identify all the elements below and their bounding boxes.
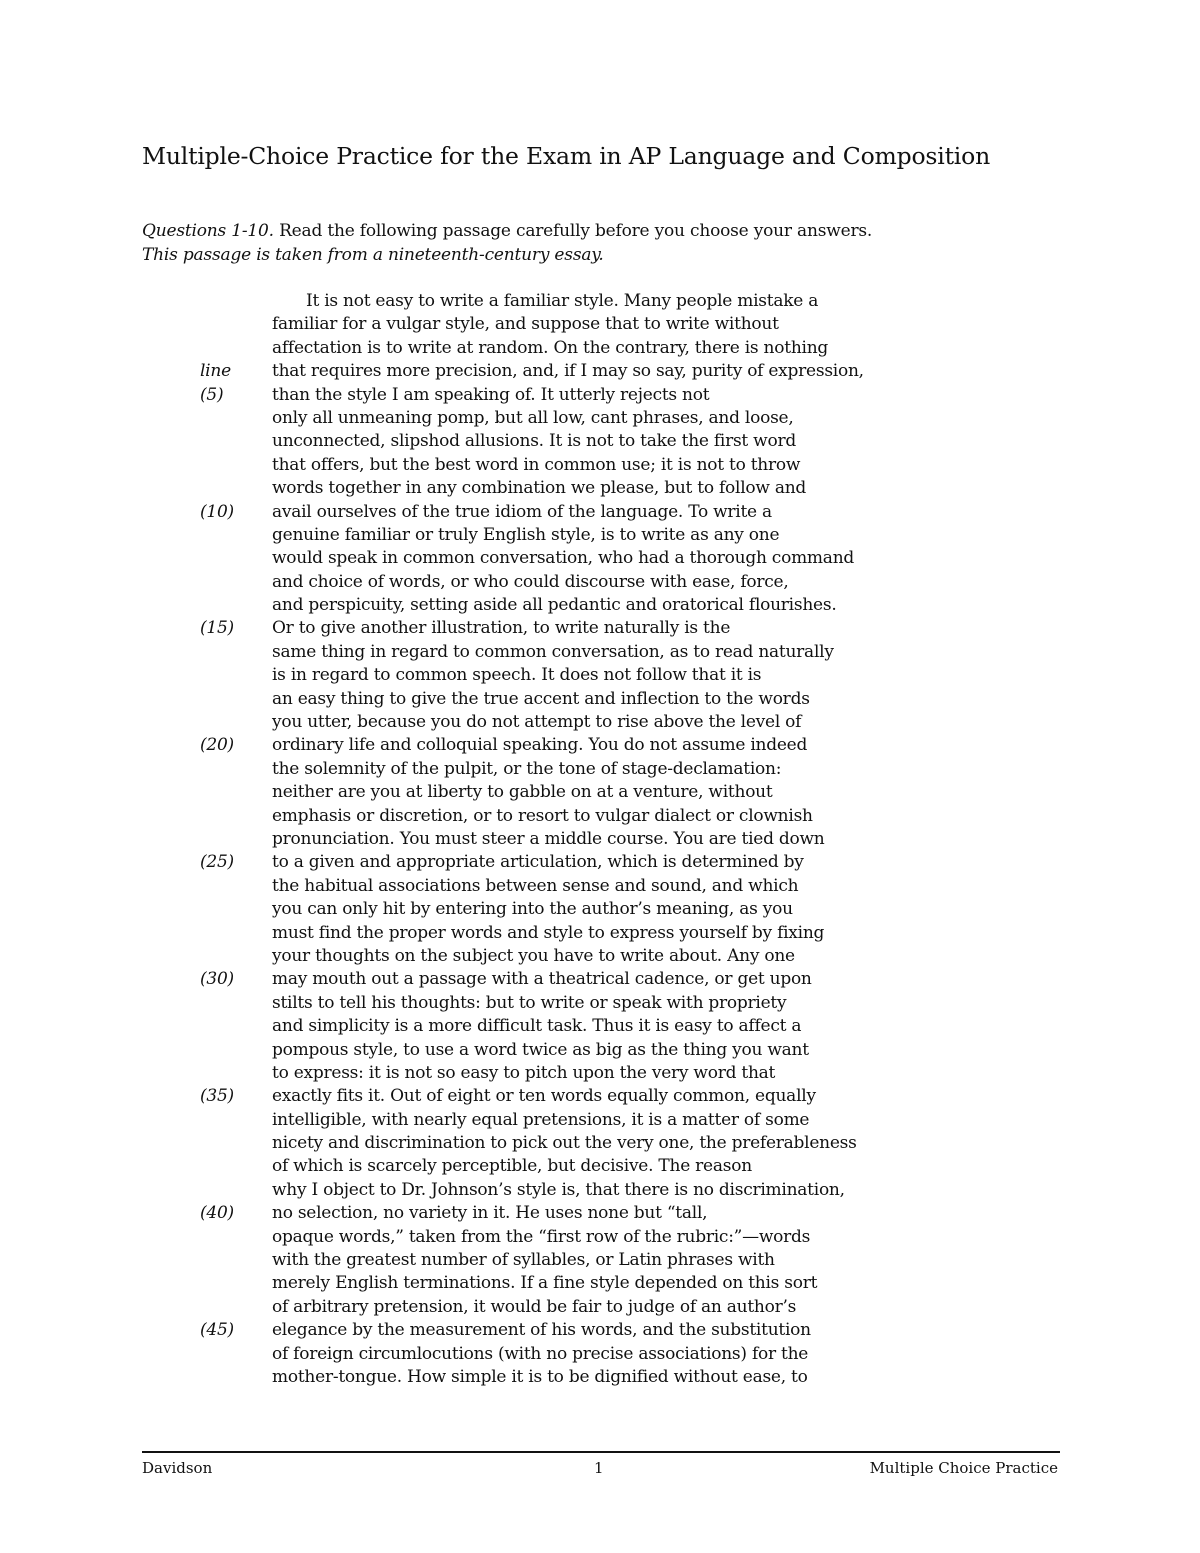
- passage-line: [200, 524, 960, 547]
- passage-line: [200, 734, 960, 757]
- passage-line-text: and simplicity is a more difficult task. Thus it is easy to affect a: [272, 1016, 802, 1037]
- passage-line-text: nicety and discrimination to pick out the very one, the preferableness: [272, 1133, 857, 1154]
- passage-line: [200, 1296, 960, 1319]
- passage-line-text: the solemnity of the pulpit, or the tone of stage-declamation:: [272, 758, 782, 779]
- line-number: line: [200, 361, 231, 382]
- line-number: (10): [200, 501, 234, 522]
- passage-line: [200, 1249, 960, 1272]
- passage-line-text: that offers, but the best word in common use; it is not to throw: [272, 454, 801, 475]
- passage-line: [200, 1132, 960, 1155]
- line-number: (20): [200, 735, 234, 756]
- passage-line-text: same thing in regard to common conversation, as to read naturally: [272, 641, 834, 662]
- passage-line-text: the habitual associations between sense and sound, and which: [272, 875, 799, 896]
- passage-line-text: mother-tongue. How simple it is to be dignified without ease, to: [272, 1366, 808, 1387]
- passage-line: [200, 664, 960, 687]
- passage-line-text: stilts to tell his thoughts: but to write or speak with propriety: [272, 992, 787, 1013]
- passage-line: [200, 758, 960, 781]
- passage-line: [200, 477, 960, 500]
- passage-line-text: you can only hit by entering into the author’s meaning, as you: [272, 899, 793, 920]
- passage-line: [200, 617, 960, 640]
- passage-line-text: elegance by the measurement of his words, and the substitution: [272, 1320, 811, 1341]
- passage-line-text: words together in any combination we please, but to follow and: [272, 478, 807, 499]
- passage-line: [200, 1062, 960, 1085]
- passage-line-text: affectation is to write at random. On the contrary, there is nothing: [272, 337, 829, 358]
- passage-line-text: pronunciation. You must steer a middle course. You are tied down: [272, 828, 825, 849]
- passage-line: [200, 290, 960, 313]
- passage-line-text: merely English terminations. If a fine style depended on this sort: [272, 1273, 818, 1294]
- line-number: (40): [200, 1203, 234, 1224]
- passage-line-text: your thoughts on the subject you have to write about. Any one: [272, 945, 795, 966]
- passage-line: [200, 1343, 960, 1366]
- passage-line-text: exactly fits it. Out of eight or ten words equally common, equally: [272, 1086, 816, 1107]
- passage-line-text: of which is scarcely perceptible, but decisive. The reason: [272, 1156, 752, 1177]
- questions-range-label: Questions 1-10.: [142, 221, 274, 241]
- passage-line: [200, 1226, 960, 1249]
- passage-line-text: is in regard to common speech. It does not follow that it is: [272, 665, 762, 686]
- passage-line-text: of foreign circumlocutions (with no precise associations) for the: [272, 1343, 809, 1364]
- passage-line-text: genuine familiar or truly English style, is to write as any one: [272, 524, 780, 545]
- line-number: (15): [200, 618, 234, 639]
- footer-author: Davidson: [142, 1459, 213, 1477]
- passage-line: [200, 851, 960, 874]
- passage-line: [200, 337, 960, 360]
- passage-line: [200, 781, 960, 804]
- passage-line-text: familiar for a vulgar style, and suppose that to write without: [272, 314, 779, 335]
- passage-line-text: emphasis or discretion, or to resort to vulgar dialect or clownish: [272, 805, 813, 826]
- question-instructions: [142, 220, 1042, 267]
- passage-line: [200, 828, 960, 851]
- passage-line: [200, 992, 960, 1015]
- passage-line: [200, 1202, 960, 1225]
- passage-line-text: opaque words,” taken from the “first row of the rubric:”—words: [272, 1226, 811, 1247]
- passage-line-text: avail ourselves of the true idiom of the language. To write a: [272, 501, 772, 522]
- passage-line-text: neither are you at liberty to gabble on at a venture, without: [272, 782, 773, 803]
- passage-line: [200, 1272, 960, 1295]
- passage-line-text: why I object to Dr. Johnson’s style is, that there is no discrimination,: [272, 1179, 845, 1200]
- passage-line: [200, 1015, 960, 1038]
- instruction-text: Read the following passage carefully before you choose your answers.: [273, 221, 873, 241]
- passage-line-text: to a given and appropriate articulation, which is determined by: [272, 852, 804, 873]
- passage-line: [200, 360, 960, 383]
- passage-line: [200, 594, 960, 617]
- passage-line-text: and choice of words, or who could discourse with ease, force,: [272, 571, 789, 592]
- reading-passage: [200, 290, 960, 1389]
- passage-line-text: may mouth out a passage with a theatrical cadence, or get upon: [272, 969, 812, 990]
- passage-line: [200, 1085, 960, 1108]
- passage-line-text: you utter, because you do not attempt to rise above the level of: [272, 712, 802, 733]
- line-number: (45): [200, 1320, 234, 1341]
- passage-line: [200, 407, 960, 430]
- passage-line-text: of arbitrary pretension, it would be fair to judge of an author’s: [272, 1296, 797, 1317]
- passage-line: [200, 875, 960, 898]
- passage-line-text: It is not easy to write a familiar style. Many people mistake a: [306, 291, 819, 311]
- page-title: Multiple-Choice Practice for the Exam in AP Language and Composition: [142, 142, 991, 170]
- line-number: (25): [200, 852, 234, 873]
- passage-line: [200, 384, 960, 407]
- passage-line: [200, 1155, 960, 1178]
- line-number: (30): [200, 969, 234, 990]
- passage-line: [200, 571, 960, 594]
- passage-line-text: with the greatest number of syllables, or Latin phrases with: [272, 1250, 775, 1271]
- passage-line: [200, 805, 960, 828]
- line-number: (5): [200, 384, 224, 405]
- passage-line: [200, 688, 960, 711]
- passage-line-text: unconnected, slipshod allusions. It is not to take the first word: [272, 431, 796, 452]
- passage-line-text: Or to give another illustration, to write naturally is the: [272, 618, 731, 639]
- footer-title: Multiple Choice Practice: [869, 1459, 1058, 1477]
- passage-line: [200, 1179, 960, 1202]
- passage-line: [200, 501, 960, 524]
- passage-line-text: intelligible, with nearly equal pretensions, it is a matter of some: [272, 1109, 810, 1130]
- passage-line: [200, 1109, 960, 1132]
- passage-line-text: must find the proper words and style to express yourself by fixing: [272, 922, 825, 943]
- footer-page-number: 1: [594, 1459, 604, 1477]
- passage-line-text: an easy thing to give the true accent and inflection to the words: [272, 688, 810, 709]
- passage-line: [200, 641, 960, 664]
- passage-line: [200, 430, 960, 453]
- passage-line: [200, 547, 960, 570]
- passage-line: [200, 968, 960, 991]
- passage-line-text: and perspicuity, setting aside all pedantic and oratorical flourishes.: [272, 595, 837, 616]
- passage-line: [200, 922, 960, 945]
- passage-line: [200, 1319, 960, 1342]
- passage-line: [200, 711, 960, 734]
- instruction-line: [142, 220, 1042, 244]
- passage-line-text: to express: it is not so easy to pitch upon the very word that: [272, 1062, 776, 1083]
- passage-line: [200, 945, 960, 968]
- passage-line: [200, 1039, 960, 1062]
- passage-line-text: would speak in common conversation, who had a thorough command: [272, 548, 855, 569]
- passage-line: [200, 313, 960, 336]
- source-note: This passage is taken from a nineteenth-century essay.: [142, 244, 604, 265]
- footer-divider: [142, 1451, 1060, 1453]
- passage-line-text: only all unmeaning pomp, but all low, cant phrases, and loose,: [272, 407, 794, 428]
- passage-line-text: pompous style, to use a word twice as big as the thing you want: [272, 1039, 809, 1060]
- passage-line-text: ordinary life and colloquial speaking. You do not assume indeed: [272, 735, 808, 756]
- passage-line: [200, 454, 960, 477]
- passage-line: [200, 1366, 960, 1389]
- passage-line-text: that requires more precision, and, if I may so say, purity of expression,: [272, 361, 864, 382]
- passage-line-text: no selection, no variety in it. He uses none but “tall,: [272, 1203, 708, 1224]
- passage-line: [200, 898, 960, 921]
- passage-line-text: than the style I am speaking of. It utterly rejects not: [272, 384, 710, 405]
- line-number: (35): [200, 1086, 234, 1107]
